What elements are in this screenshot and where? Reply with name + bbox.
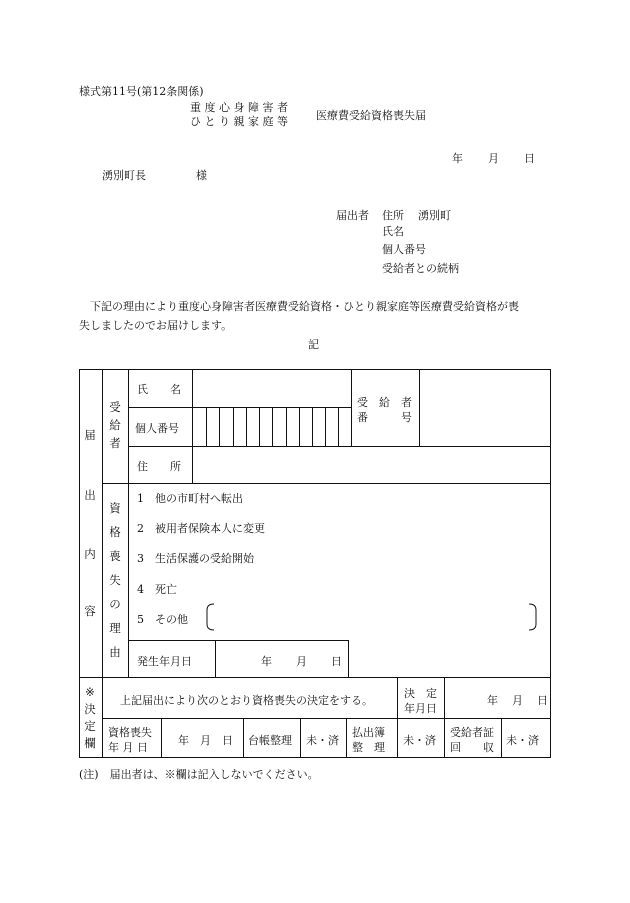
reason-col-char-2: 格 — [109, 525, 121, 539]
addressee: 湧別町長 — [102, 169, 146, 182]
reason-col-char-6: 理 — [109, 621, 121, 635]
reason-item-5: 5 その他 — [137, 613, 188, 626]
decision-day: 日 — [537, 694, 548, 707]
occurrence-month: 月 — [296, 655, 307, 668]
certificate-label-1: 受給者証 — [450, 726, 494, 739]
occurrence-date-label: 発生年月日 — [137, 655, 192, 668]
title-line-1: 重 度 心 身 障 害 者 — [190, 101, 288, 114]
reason-item-3: 3 生活保護の受給開始 — [137, 552, 254, 565]
decision-col-char-2: 決 — [84, 702, 96, 716]
jukyusha-char-3: 者 — [109, 436, 121, 450]
ki-label: 記 — [308, 338, 319, 351]
certificate-status: 未・済 — [506, 734, 539, 747]
address-label: 住所 — [382, 209, 404, 222]
todoke-char-2: 出 — [84, 488, 96, 502]
form-title: 医療費受給資格喪失届 — [316, 109, 426, 122]
footer-note: (注) 届出者は、※欄は記入しないでください。 — [79, 768, 319, 781]
recipient-number-label-2: 番 号 — [357, 411, 412, 424]
reason-col-char-7: 由 — [109, 645, 121, 659]
close-bracket-icon — [527, 603, 539, 631]
jukyusha-char-2: 給 — [109, 418, 121, 432]
todoke-char-4: 容 — [84, 604, 96, 618]
date-day-label: 日 — [524, 152, 535, 165]
open-bracket-icon — [204, 603, 216, 631]
loss-date-ymd: 年 月 日 — [178, 734, 233, 747]
date-year-label: 年 — [452, 152, 463, 165]
decision-col-char-4: 欄 — [84, 736, 96, 750]
reason-col-char-1: 資 — [109, 501, 121, 515]
recipient-address-label: 住 所 — [137, 460, 181, 473]
decision-col-char-3: 定 — [84, 719, 96, 733]
todoke-char-1: 届 — [84, 428, 96, 442]
reason-col-char-4: 失 — [109, 573, 121, 587]
refund-label-1: 払出簿 — [352, 726, 385, 739]
id-number-label: 個人番号 — [382, 243, 426, 256]
recipient-id-label: 個人番号 — [135, 422, 179, 435]
form-number: 様式第11号(第12条関係) — [79, 85, 204, 98]
statement-line-2: 失しましたのでお届けします。 — [79, 319, 233, 332]
todoke-char-3: 内 — [84, 547, 96, 561]
decision-date-label-1: 決 定 — [404, 687, 437, 700]
reason-item-2: 2 被用者保険本人に変更 — [137, 522, 265, 535]
occurrence-year: 年 — [261, 655, 272, 668]
statement-line-1: 下記の理由により重度心身障害者医療費受給資格・ひとり親家庭等医療費受給資格が喪 — [90, 300, 519, 313]
reason-item-1: 1 他の市町村へ転出 — [137, 492, 243, 505]
reason-col-char-5: の — [109, 597, 121, 611]
name-label: 氏名 — [382, 225, 404, 238]
decision-col-char-1: ※ — [85, 685, 95, 699]
refund-status: 未・済 — [403, 734, 436, 747]
jukyusha-char-1: 受 — [109, 400, 121, 414]
decision-date-label-2: 年月日 — [404, 702, 437, 715]
recipient-number-label-1: 受 給 者 — [357, 396, 412, 409]
ledger-label: 台帳整理 — [248, 734, 292, 747]
reason-col-char-3: 喪 — [109, 549, 121, 563]
certificate-label-2: 回 収 — [450, 741, 494, 754]
honorific: 様 — [196, 169, 207, 182]
date-month-label: 月 — [488, 152, 499, 165]
address-value: 湧別町 — [418, 209, 451, 222]
decision-statement: 上記届出により次のとおり資格喪失の決定をする。 — [120, 694, 373, 707]
relation-label: 受給者との続柄 — [382, 262, 459, 275]
occurrence-day: 日 — [331, 655, 342, 668]
loss-date-label-2: 年 月 日 — [108, 741, 148, 754]
title-line-2: ひ と り 親 家 庭 等 — [190, 115, 288, 128]
refund-label-2: 整 理 — [352, 741, 385, 754]
applicant-label: 届出者 — [336, 209, 369, 222]
recipient-name-label: 氏 名 — [137, 383, 181, 396]
loss-date-label-1: 資格喪失 — [108, 726, 152, 739]
reason-item-4: 4 死亡 — [137, 583, 177, 596]
decision-year: 年 — [487, 694, 498, 707]
decision-month: 月 — [512, 694, 523, 707]
ledger-status: 未・済 — [306, 734, 339, 747]
